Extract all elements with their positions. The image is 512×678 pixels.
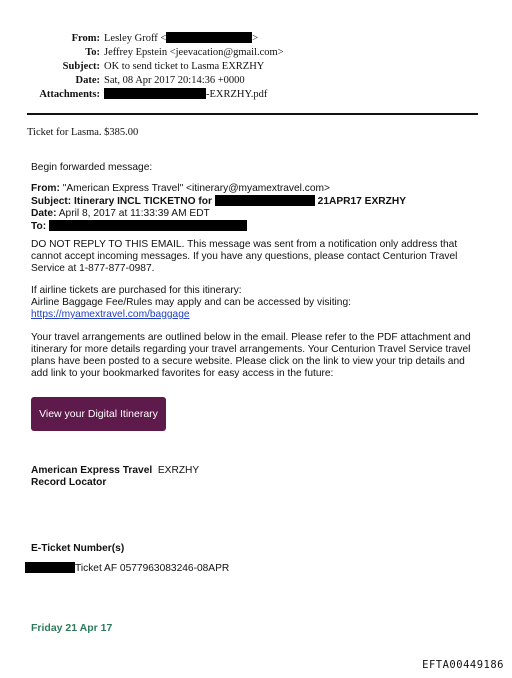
record-code: EXRZHY [157, 465, 200, 476]
header-date-label: Date: [75, 75, 100, 86]
header-from-label: From: [71, 33, 100, 44]
header-to-label: To: [85, 47, 100, 58]
header-date-row [0, 74, 512, 88]
header-subject-value: OK to send ticket to Lasma EXRZHY [104, 61, 265, 72]
redaction-bar [25, 562, 75, 573]
header-attachments-value: -EXRZHY.pdf [104, 88, 267, 102]
header-from-row [0, 32, 512, 46]
forwarded-intro: Begin forwarded message: [31, 162, 153, 173]
arrangements-paragraph: Your travel arrangements are outlined below in the email. Please refer to the PDF attachment and itinerary for more details regarding your travel arrangements. Your Centurion Travel Service travel plans have been posted to a secure website. Please click on the link to view your trip details and add link to your bookmarked favorites for easy access in the future: [31, 332, 471, 379]
forwarded-header [31, 183, 486, 233]
header-subject-label: Subject: [62, 61, 100, 72]
document-id: EFTA00449186 [422, 659, 504, 671]
record-locator [31, 465, 486, 489]
ticket-note: Ticket for Lasma. $385.00 [27, 127, 139, 138]
header-to-row [0, 46, 512, 60]
forwarded-from: From: "American Express Travel" <itinerary@myamextravel.com> [31, 183, 330, 194]
forwarded-date: Date: April 8, 2017 at 11:33:39 AM EDT [31, 208, 210, 219]
redaction-bar [215, 195, 315, 206]
record-subtitle: Record Locator [31, 477, 107, 488]
baggage-paragraph: If airline tickets are purchased for this itinerary: Airline Baggage Fee/Rules may apply and can be accessed by visiting: https://myamextravel.com/baggage [31, 285, 351, 320]
view-digital-itinerary-button[interactable]: View your Digital Itinerary [31, 397, 166, 431]
baggage-link[interactable]: https://myamextravel.com/baggage [31, 309, 190, 320]
notice-paragraph: DO NOT REPLY TO THIS EMAIL. This message was sent from a notification only address that cannot accept incoming messages. If you have any questions, please contact Centurion Travel Service at 1-877-877-0987. [31, 239, 458, 274]
header-divider [27, 113, 478, 115]
header-date-value: Sat, 08 Apr 2017 20:14:36 +0000 [104, 75, 245, 86]
eticket-row [25, 562, 480, 575]
itinerary-date-heading: Friday 21 Apr 17 [31, 622, 113, 634]
email-header [0, 32, 512, 102]
header-subject-row [0, 60, 512, 74]
header-attachments-row [0, 88, 512, 102]
header-from-value: Lesley Groff < > [104, 33, 259, 44]
redaction-bar [166, 32, 252, 43]
eticket-value: Ticket AF 0577963083246-08APR [75, 563, 230, 574]
forwarded-subject: Subject: Itinerary INCL TICKETNO for 21APR17 EXRZHY [31, 196, 406, 207]
header-attachments-label: Attachments: [39, 89, 100, 100]
record-title: American Express Travel [31, 465, 153, 476]
redaction-bar [104, 88, 206, 99]
redaction-bar [49, 220, 247, 231]
eticket-heading: E-Ticket Number(s) [31, 543, 125, 554]
header-to-value: Jeffrey Epstein <jeevacation@gmail.com> [104, 47, 284, 58]
forwarded-to: To: [31, 220, 486, 233]
